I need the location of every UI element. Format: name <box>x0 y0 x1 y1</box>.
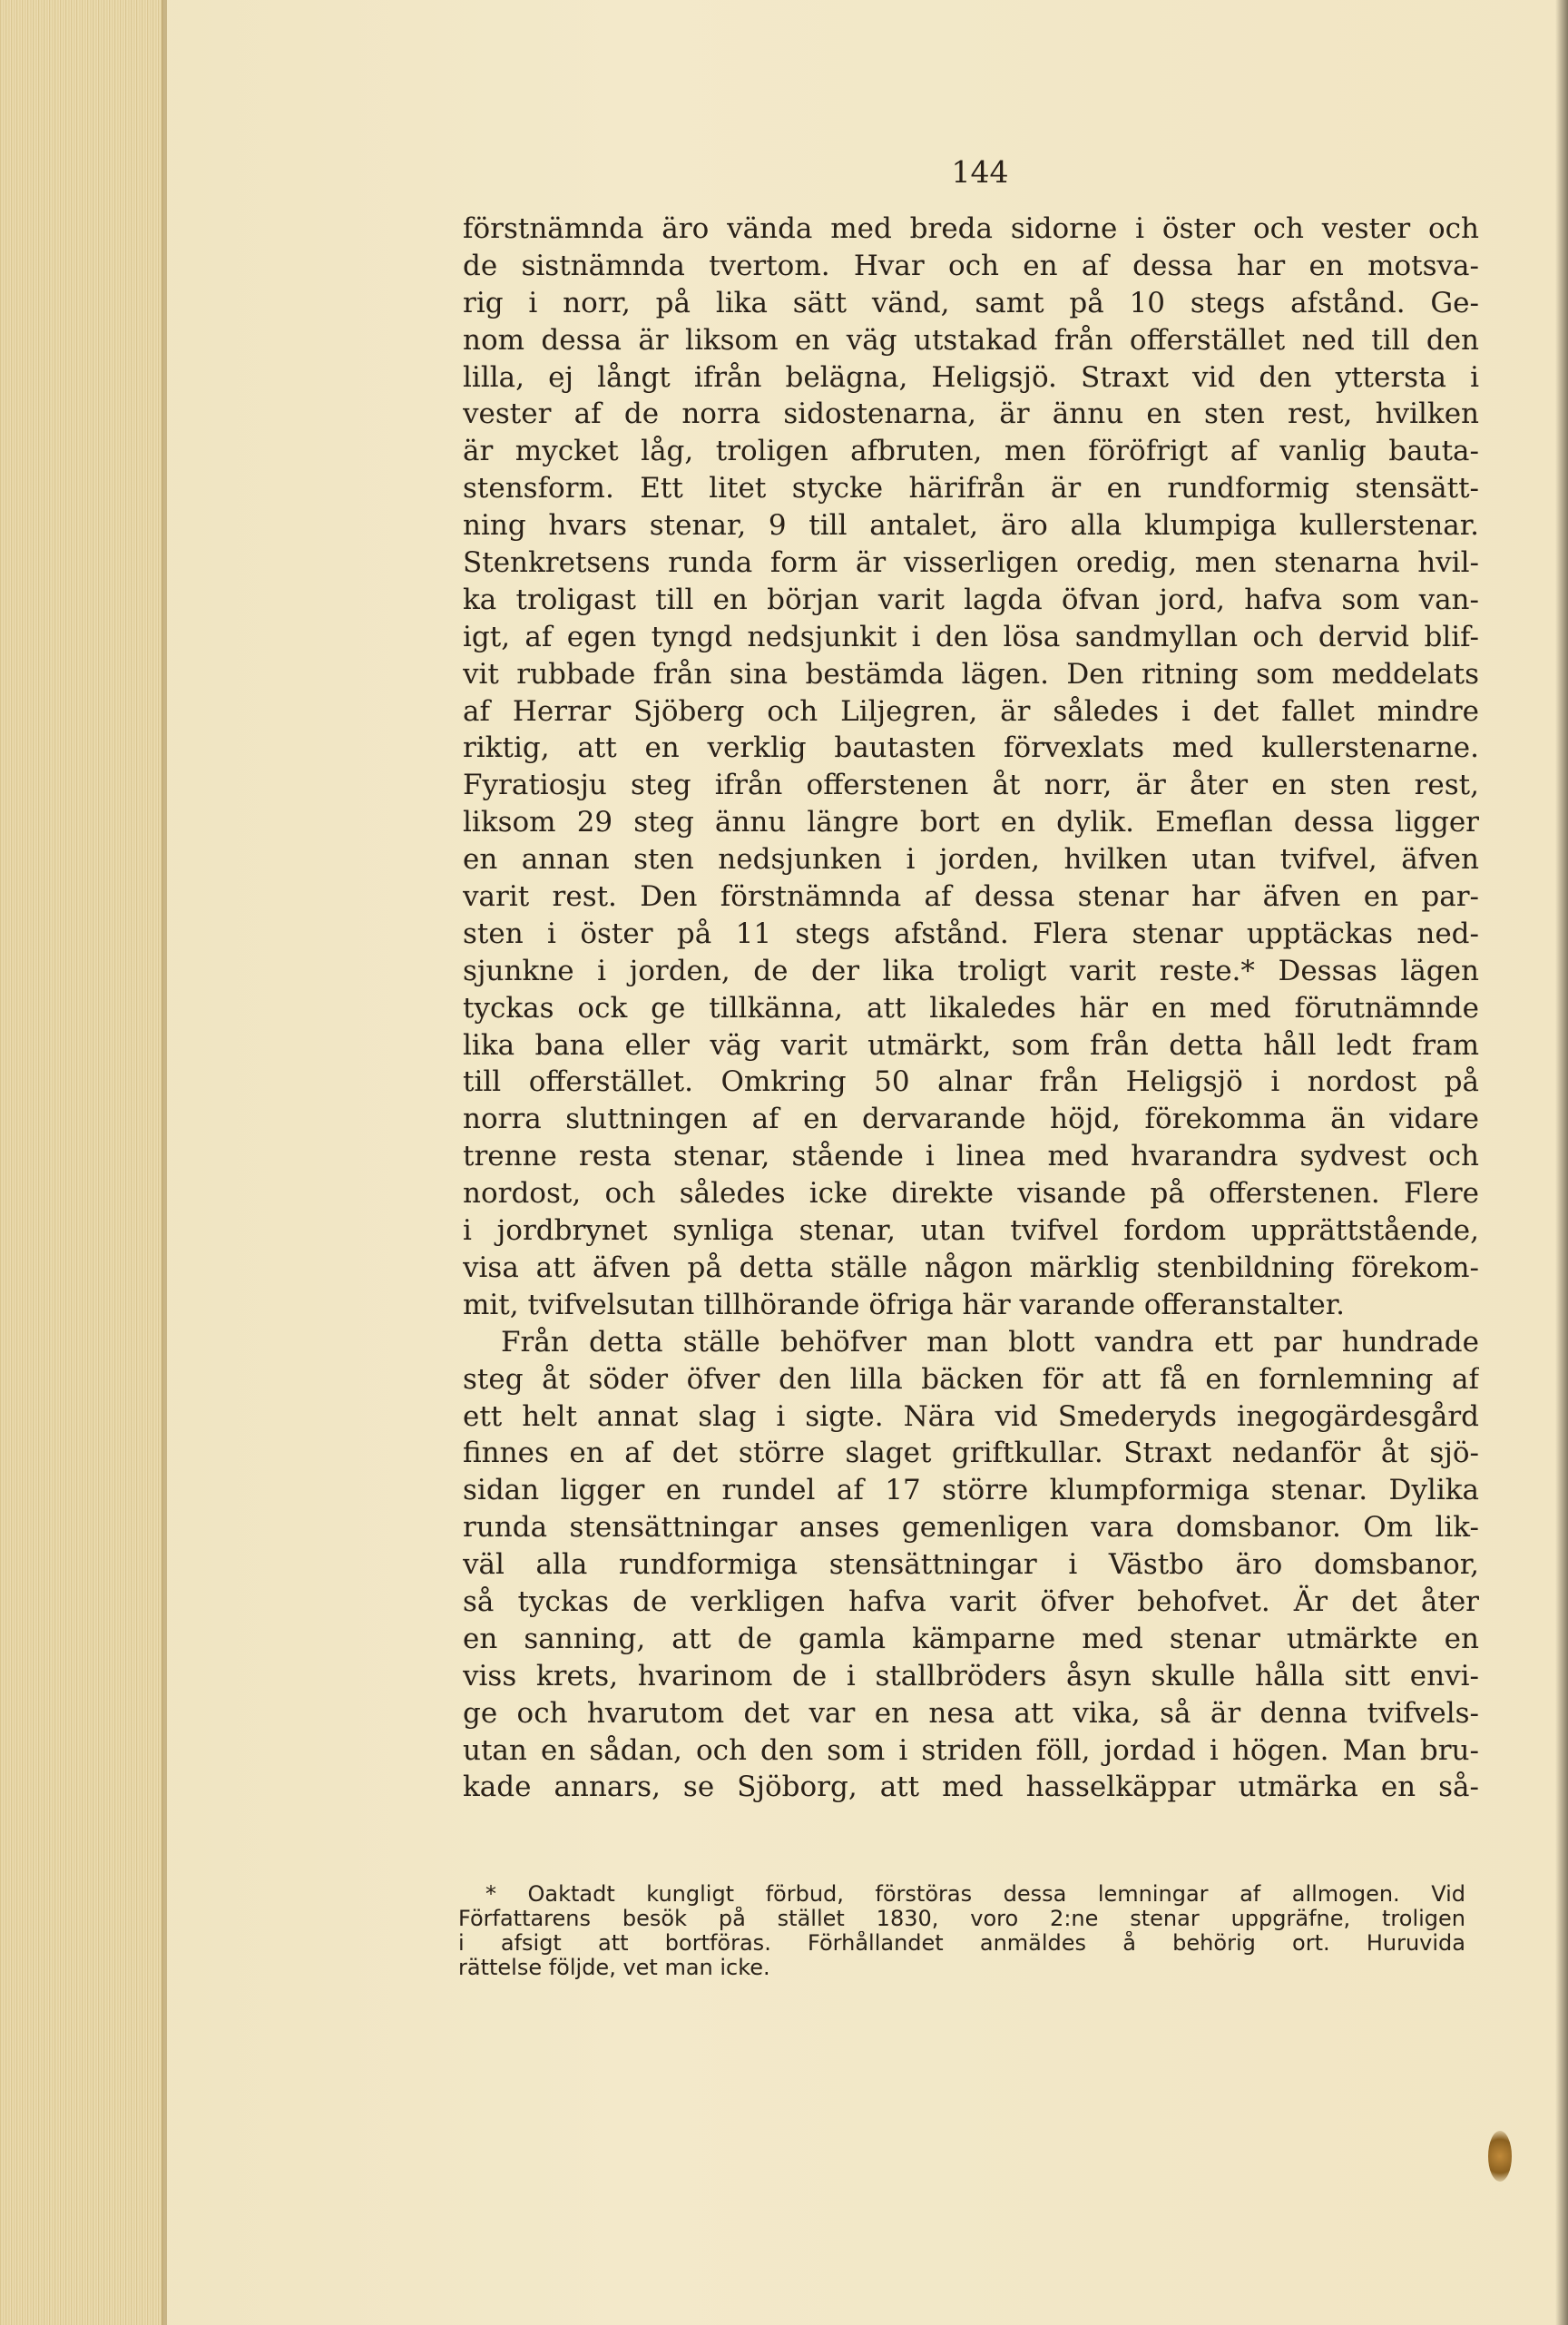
body-text <box>463 211 1479 1806</box>
text-line: Från detta ställe behöfver man blott vandra ett par hundrade <box>501 1325 1479 1359</box>
text-line: Fyratiosju steg ifrån offerstenen åt norr, är åter en sten rest, <box>463 769 1479 802</box>
text-line: ett helt annat slag i sigte. Nära vid Smederyds inegogärdesgård <box>463 1399 1479 1433</box>
text-line: runda stensättningar anses gemenligen vara domsbanor. Om lik- <box>463 1511 1479 1545</box>
text-line: vit rubbade från sina bestämda lägen. Den ritning som meddelats <box>463 657 1479 691</box>
text-line: ge och hvarutom det var en nesa att vika, så är denna tvifvels- <box>463 1696 1479 1730</box>
footnote-line: * Oaktadt kungligt förbud, förstöras dessa lemningar af allmogen. Vid <box>485 1882 1465 1907</box>
text-line: vester af de norra sidostenarna, är ännu en sten rest, hvilken <box>463 397 1479 431</box>
text-line: ning hvars stenar, 9 till antalet, äro alla klumpiga kullerstenar. <box>463 509 1479 543</box>
page-gutter-shadow <box>1555 0 1568 2325</box>
text-line: sidan ligger en rundel af 17 större klumpformiga stenar. Dylika <box>463 1474 1479 1507</box>
text-line: af Herrar Sjöberg och Liljegren, är således i det fallet mindre <box>463 694 1479 728</box>
text-line: så tyckas de verkligen hafva varit öfver behofvet. Är det åter <box>463 1584 1479 1618</box>
text-line: sten i öster på 11 stegs afstånd. Flera stenar upptäckas ned- <box>463 917 1479 950</box>
text-line: norra sluttningen af en dervarande höjd, förekomma än vidare <box>463 1103 1479 1136</box>
text-line: i jordbrynet synliga stenar, utan tvifvel fordom upprättstående, <box>463 1214 1479 1248</box>
text-line: kade annars, se Sjöborg, att med hasselkäppar utmärka en så- <box>463 1771 1479 1804</box>
text-line: liksom 29 steg ännu längre bort en dylik. Emeflan dessa ligger <box>463 806 1479 839</box>
text-line: visa att äfven på detta ställe någon märklig stenbildning förekom- <box>463 1251 1479 1284</box>
text-line: lika bana eller väg varit utmärkt, som från detta håll ledt fram <box>463 1028 1479 1062</box>
text-line: igt, af egen tyngd nedsjunkit i den lösa sandmyllan och dervid blif- <box>463 620 1479 653</box>
footnote-line: rättelse följde, vet man icke. <box>458 1956 770 1980</box>
footnote-line: i afsigt att bortföras. Förhållandet anmäldes å behörig ort. Huruvida <box>458 1931 1465 1956</box>
text-line: finnes en af det större slaget griftkullar. Straxt nedanför åt sjö- <box>463 1437 1479 1470</box>
text-line: riktig, att en verklig bautasten förvexlats med kullerstenarne. <box>463 731 1479 765</box>
text-line: väl alla rundformiga stensättningar i Västbo äro domsbanor, <box>463 1548 1479 1582</box>
page-edges <box>0 0 163 2325</box>
text-line: en sanning, att de gamla kämparne med stenar utmärkte en <box>463 1622 1479 1655</box>
text-line: förstnämnda äro vända med breda sidorne i öster och vester och <box>463 212 1479 245</box>
text-line: viss krets, hvarinom de i stallbröders åsyn skulle hålla sitt envi- <box>463 1659 1479 1692</box>
page-number: 144 <box>951 154 1009 190</box>
text-line: en annan sten nedsjunken i jorden, hvilken utan tvifvel, äfven <box>463 843 1479 877</box>
text-line: nom dessa är liksom en väg utstakad från offerstället ned till den <box>463 323 1479 357</box>
text-line: utan en sådan, och den som i striden föll, jordad i högen. Man bru- <box>463 1733 1479 1767</box>
paper-stain <box>1488 2131 1512 2182</box>
text-line: varit rest. Den förstnämnda af dessa stenar har äfven en par- <box>463 880 1479 914</box>
footnote-line: Författarens besök på stället 1830, voro 2:ne stenar uppgräfne, troligen <box>458 1907 1465 1931</box>
text-line: nordost, och således icke direkte visande på offerstenen. Flere <box>463 1177 1479 1211</box>
footnote <box>458 1882 1465 1980</box>
text-line: lilla, ej långt ifrån belägna, Heligsjö. Straxt vid den yttersta i <box>463 360 1479 394</box>
text-line: trenne resta stenar, stående i linea med hvarandra sydvest och <box>463 1140 1479 1173</box>
text-line: Stenkretsens runda form är visserligen oredig, men stenarna hvil- <box>463 546 1479 580</box>
text-line: tyckas ock ge tillkänna, att likaledes här en med förutnämnde <box>463 991 1479 1025</box>
text-line: mit, tvifvelsutan tillhörande öfriga här varande offeranstalter. <box>463 1288 1345 1321</box>
text-line: stensform. Ett litet stycke härifrån är en rundformig stensätt- <box>463 472 1479 505</box>
text-line: steg åt söder öfver den lilla bäcken för att få en fornlemning af <box>463 1362 1479 1396</box>
text-line: till offerstället. Omkring 50 alnar från Heligsjö i nordost på <box>463 1065 1479 1099</box>
text-line: rig i norr, på lika sätt vänd, samt på 10 stegs afstånd. Ge- <box>463 286 1479 319</box>
text-line: de sistnämnda tvertom. Hvar och en af dessa har en motsva- <box>463 249 1479 282</box>
text-line: sjunkne i jorden, de der lika troligt varit reste.* Dessas lägen <box>463 954 1479 987</box>
text-line: är mycket låg, troligen afbruten, men föröfrigt af vanlig bauta- <box>463 435 1479 468</box>
text-line: ka troligast till en början varit lagda öfvan jord, hafva som van- <box>463 583 1479 616</box>
